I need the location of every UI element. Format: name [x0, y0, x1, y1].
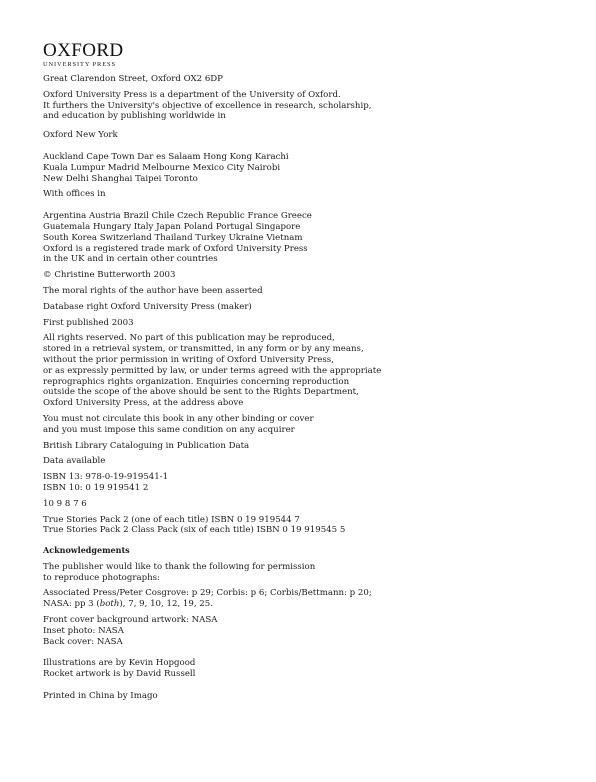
primary-cities: Oxford New York: [43, 130, 118, 141]
circulation-line: You must not circulate this book in any other binding or cover: [43, 413, 314, 424]
illustration-credits: [43, 658, 573, 680]
offices-label: With offices in: [43, 189, 106, 200]
thanks-line: The publisher would like to thank the following for permission: [43, 561, 316, 572]
moral-rights: The moral rights of the author have been asserted: [43, 285, 263, 296]
cities-line: Kuala Lumpur Madrid Melbourne Mexico City Nairobi: [43, 162, 281, 173]
cover-line: Back cover: NASA: [43, 636, 123, 647]
credits-italic: both: [99, 599, 120, 610]
offices-list: [43, 211, 573, 265]
cities-line: New Delhi Shanghai Taipei Toronto: [43, 173, 198, 184]
trademark-line: in the UK and in certain other countries: [43, 254, 218, 265]
publisher-address: Great Clarendon Street, Oxford OX2 6DP: [43, 74, 223, 84]
about-line: It furthers the University's objective of excellence in research, scholarship,: [43, 100, 372, 111]
copyright-page: [43, 42, 573, 707]
cataloguing-data: British Library Cataloguing in Publication Data: [43, 440, 250, 451]
illustration-line: Rocket artwork is by David Russell: [43, 669, 196, 680]
about-paragraph: [43, 90, 573, 122]
rights-line: Oxford University Press, at the address above: [43, 398, 244, 409]
circulation-line: and you must impose this same condition on any acquirer: [43, 424, 295, 435]
isbn-10: ISBN 10: 0 19 919541 2: [43, 482, 149, 493]
first-published: First published 2003: [43, 317, 134, 328]
rights-line: stored in a retrieval system, or transmitted, in any form or by any means,: [43, 344, 364, 355]
data-available: Data available: [43, 456, 106, 467]
pack-line: True Stories Pack 2 (one of each title) ISBN 0 19 919544 7: [43, 514, 300, 525]
pack-isbns: [43, 515, 573, 537]
cover-credits: [43, 615, 573, 647]
about-line: and education by publishing worldwide in: [43, 111, 226, 122]
credits-line: [43, 599, 573, 610]
copyright-notice: © Christine Butterworth 2003: [43, 270, 176, 281]
isbn-13: ISBN 13: 978-0-19-919541-1: [43, 472, 169, 483]
trademark-line: Oxford is a registered trade mark of Oxford University Press: [43, 243, 308, 254]
thanks-line: to reproduce photographs:: [43, 572, 160, 583]
about-line: Oxford University Press is a department of the University of Oxford.: [43, 89, 341, 100]
printer-line: Printed in China by Imago: [43, 691, 158, 702]
logo-wordmark: OXFORD: [43, 40, 124, 61]
rights-line: reprographics rights organization. Enquiries concerning reproduction: [43, 376, 350, 387]
acknowledgements-heading: Acknowledgements: [43, 545, 130, 556]
acknowledgements-thanks: [43, 562, 573, 584]
credits-text: ), 7, 9, 10, 12, 19, 25.: [119, 599, 213, 610]
illustration-line: Illustrations are by Kevin Hopgood: [43, 658, 196, 669]
offices-line: Guatemala Hungary Italy Japan Poland Portugal Singapore: [43, 221, 301, 232]
isbn-block: [43, 472, 573, 494]
cover-line: Inset photo: NASA: [43, 625, 124, 636]
offices-line: Argentina Austria Brazil Chile Czech Republic France Greece: [43, 211, 312, 222]
pack-line: True Stories Pack 2 Class Pack (six of each title) ISBN 0 19 919545 5: [43, 525, 346, 536]
cities-list: [43, 152, 573, 184]
credits-text: NASA: pp 3 (: [43, 599, 100, 610]
rights-line: or as expressly permitted by law, or under terms agreed with the appropriate: [43, 365, 382, 376]
rights-line: outside the scope of the above should be sent to the Rights Department,: [43, 387, 359, 398]
database-right: Database right Oxford University Press (maker): [43, 301, 252, 312]
offices-line: South Korea Switzerland Thailand Turkey Ukraine Vietnam: [43, 232, 303, 243]
circulation-notice: [43, 414, 573, 436]
print-line: 10 9 8 7 6: [43, 498, 87, 509]
rights-line: All rights reserved. No part of this publication may be reproduced,: [43, 333, 335, 344]
logo-subtitle: UNIVERSITY PRESS: [43, 61, 116, 68]
rights-reserved: [43, 333, 573, 409]
photo-credits: [43, 588, 573, 610]
cities-line: Auckland Cape Town Dar es Salaam Hong Kong Karachi: [43, 151, 289, 162]
rights-line: without the prior permission in writing of Oxford University Press,: [43, 354, 334, 365]
credits-line: Associated Press/Peter Cosgrove: p 29; Corbis: p 6; Corbis/Bettmann: p 20;: [43, 588, 372, 599]
cover-line: Front cover background artwork: NASA: [43, 615, 218, 626]
oxford-logo: [43, 42, 573, 68]
